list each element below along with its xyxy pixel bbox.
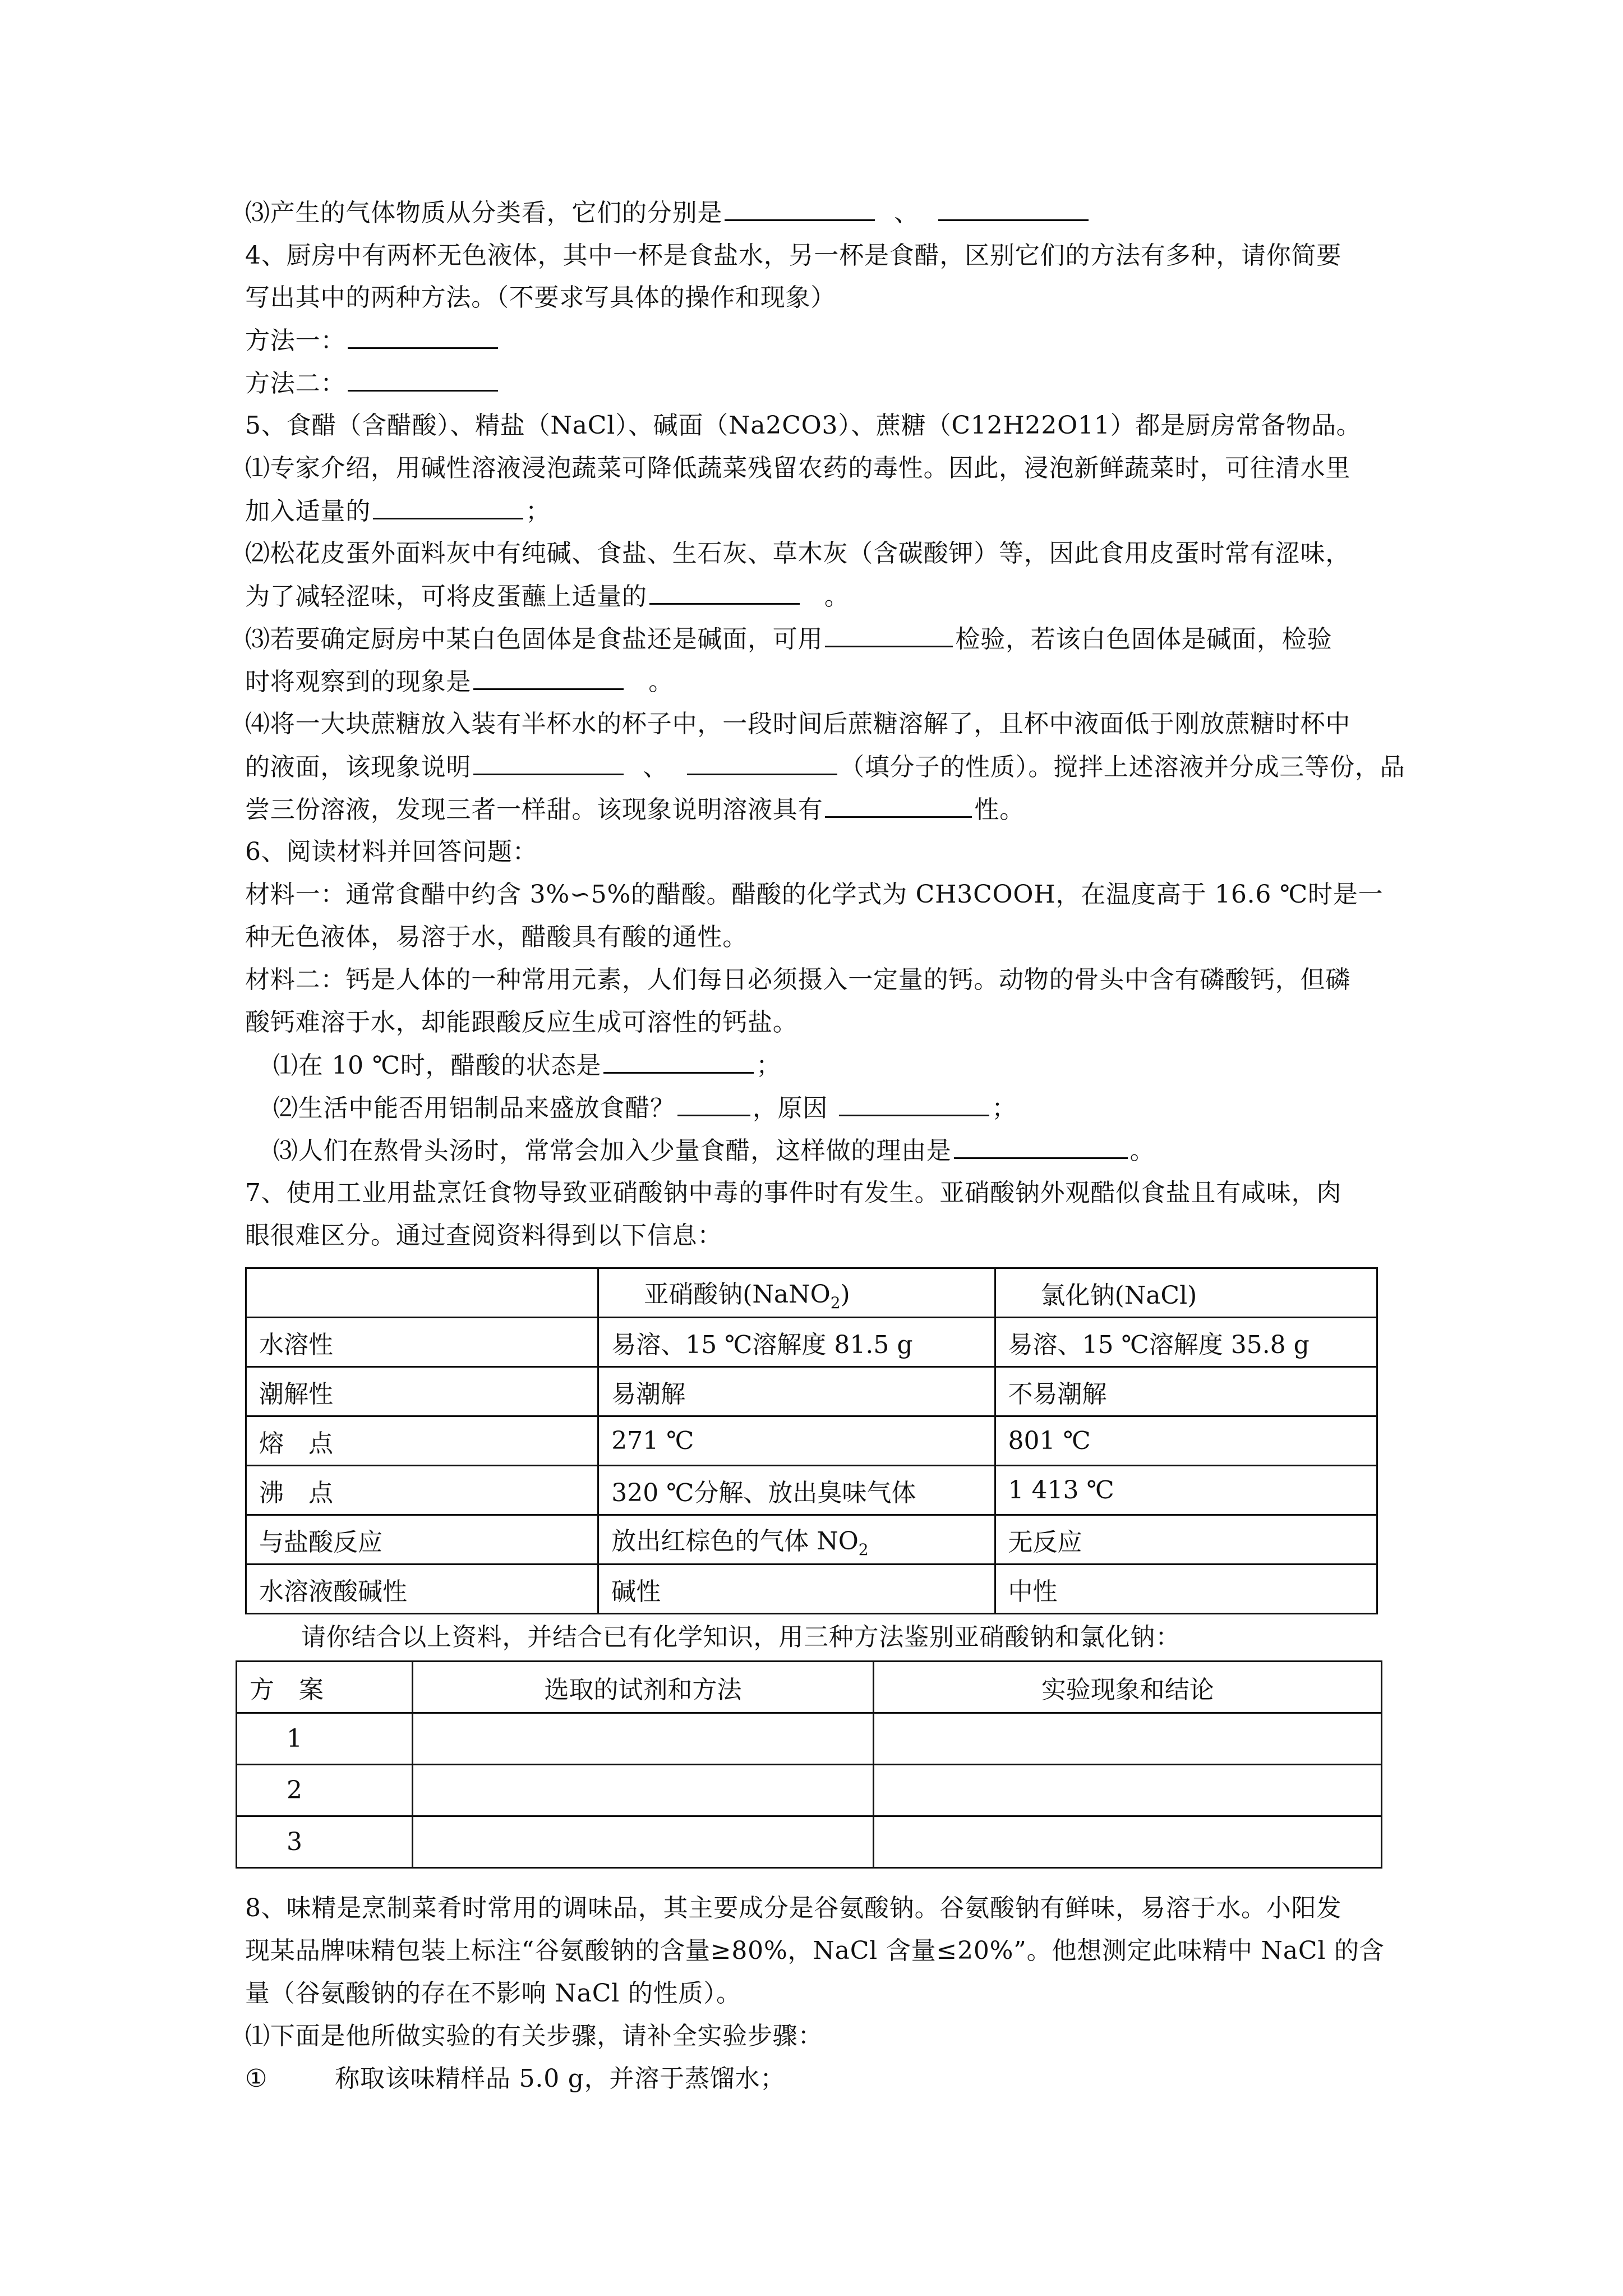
table-cell: 水溶液酸碱性 [246,1565,598,1614]
answer-blank[interactable] [725,196,875,221]
q8-line-2: 现某品牌味精包装上标注“谷氨酸钠的含量≥80%，NaCl 含量≤20%”。他想测定此味精中 NaCl 的含 [245,1936,1385,1965]
properties-table [245,1267,1378,1614]
q7-line-2: 眼很难区分。通过查阅资料得到以下信息： [245,1221,723,1250]
table-cell: 易溶、15 ℃溶解度 81.5 g [598,1318,995,1367]
plan-answer-cell[interactable] [412,1765,874,1816]
table-cell: 320 ℃分解、放出臭味气体 [598,1466,995,1515]
plan-answer-cell[interactable] [874,1816,1382,1868]
table-cell: 无反应 [995,1515,1377,1565]
table-cell: 271 ℃ [598,1416,995,1466]
answer-blank[interactable] [825,793,972,818]
answer-blank[interactable] [825,622,953,647]
q4-method-1: 方法一： [245,324,500,358]
q6-1-line: ⑴在 10 ℃时，醋酸的状态是 ； [273,1048,781,1083]
table-row [246,1416,1377,1466]
material-1-line-1: 材料一：通常食醋中约含 3%∽5%的醋酸。醋酸的化学式为 CH3COOH，在温度高于 16.6 ℃时是一 [245,880,1384,909]
q7-line-1: 7、使用工业用盐烹饪食物导致亚硝酸钠中毒的事件时有发生。亚硝酸钠外观酷似食盐且有咸味，肉 [245,1179,1342,1207]
table-row [246,1515,1377,1565]
plan-answer-cell[interactable] [874,1713,1382,1765]
q8-step-1: ① 称取该味精样品 5.0 g，并溶于蒸馏水； [245,2064,786,2093]
q5-line: 5、食醋（含醋酸）、精盐（NaCl）、碱面（Na2CO3）、蔗糖（C12H22O11）都是厨房常备物品。 [245,411,1362,440]
q4-line-1: 4、厨房中有两杯无色液体，其中一杯是食盐水，另一杯是食醋，区别它们的方法有多种，请你简要 [245,241,1342,270]
material-2-line-1: 材料二：钙是人体的一种常用元素，人们每日必须摄入一定量的钙。动物的骨头中含有磷酸钙，但磷 [245,965,1351,994]
answer-blank[interactable] [954,1134,1128,1159]
table-cell: 不易潮解 [995,1367,1377,1416]
q6-3-line: ⑶人们在熬骨头汤时，常常会加入少量食醋，这样做的理由是 。 [273,1134,1155,1168]
table-row [237,1713,1382,1765]
plan-number: 2 [237,1765,413,1816]
table-row [237,1765,1382,1816]
table-cell: 易潮解 [598,1367,995,1416]
q5-1-line-1: ⑴专家介绍，用碱性溶液浸泡蔬菜可降低蔬菜残留农药的毒性。因此，浸泡新鲜蔬菜时，可往清水里 [245,454,1351,482]
q8-line-3: 量（谷氨酸钠的存在不影响 NaCl 的性质）。 [245,1979,741,2008]
table-row [246,1318,1377,1367]
answer-blank[interactable] [649,579,800,605]
table-row [246,1565,1377,1614]
answer-blank[interactable] [687,750,837,775]
plan-number: 3 [237,1816,413,1868]
answer-blank[interactable] [373,494,523,519]
answer-blank[interactable] [938,196,1089,221]
q7-instruction: 请你结合以上资料，并结合已有化学知识，用三种方法鉴别亚硝酸钠和氯化钠： [301,1623,1181,1651]
q4-line-2: 写出其中的两种方法。（不要求写具体的操作和现象） [245,283,836,312]
material-2-line-2: 酸钙难溶于水，却能跟酸反应生成可溶性的钙盐。 [245,1008,798,1037]
plan-table [236,1660,1382,1869]
table-cell [246,1268,598,1318]
q5-1-line-2: 加入适量的 ； [245,494,551,528]
table-header-row [237,1662,1382,1713]
table-cell: 碱性 [598,1565,995,1614]
table-cell: 1 413 ℃ [995,1466,1377,1515]
q5-2-line-2: 为了减轻涩味，可将皮蛋蘸上适量的 。 [245,579,850,614]
q3-line: ⑶产生的气体物质从分类看，它们的分别是 、 [245,196,1091,230]
table-header-cell: 选取的试剂和方法 [412,1662,874,1713]
answer-blank[interactable] [348,366,498,392]
table-cell: 801 ℃ [995,1416,1377,1466]
table-row [237,1816,1382,1868]
q5-2-line-1: ⑵松花皮蛋外面料灰中有纯碱、食盐、生石灰、草木灰（含碳酸钾）等，因此食用皮蛋时常有涩味， [245,539,1351,568]
answer-blank[interactable] [603,1048,754,1074]
table-header-cell: 方 案 [237,1662,413,1713]
table-row [246,1367,1377,1416]
answer-blank[interactable] [677,1091,750,1116]
table-row [246,1466,1377,1515]
table-cell: 中性 [995,1565,1377,1614]
q5-3-line-1: ⑶若要确定厨房中某白色固体是食盐还是碱面，可用 检验，若该白色固体是碱面，检验 [245,622,1332,656]
table-header-cell: 实验现象和结论 [874,1662,1382,1713]
answer-blank[interactable] [839,1091,989,1116]
table-header-cell: 亚硝酸钠(NaNO$_2$) [598,1268,995,1318]
q5-3-line-2: 时将观察到的现象是 。 [245,665,674,699]
answer-blank[interactable] [473,665,624,690]
q8-line-1: 8、味精是烹制菜肴时常用的调味品，其主要成分是谷氨酸钠。谷氨酸钠有鲜味，易溶于水。小阳发 [245,1894,1342,1922]
q6-line: 6、阅读材料并回答问题： [245,838,538,866]
table-cell: 放出红棕色的气体 $NO_2$ [598,1515,995,1565]
table-header-row [246,1268,1377,1318]
q4-method-2: 方法二： [245,366,500,401]
q6-2-line: ⑵生活中能否用铝制品来盛放食醋？ ，原因 ； [273,1091,1017,1125]
table-cell: 沸 点 [246,1466,598,1515]
table-cell: 潮解性 [246,1367,598,1416]
table-cell: 熔 点 [246,1416,598,1466]
table-cell: 易溶、15 ℃溶解度 35.8 g [995,1318,1377,1367]
table-header-cell: 氯化钠(NaCl) [995,1268,1377,1318]
answer-blank[interactable] [473,750,624,775]
table-cell: 水溶性 [246,1318,598,1367]
plan-number: 1 [237,1713,413,1765]
q5-4-line-3: 尝三份溶液，发现三者一样甜。该现象说明溶液具有 性。 [245,793,1025,827]
material-1-line-2: 种无色液体，易溶于水，醋酸具有酸的通性。 [245,923,748,951]
q8-1-line: ⑴下面是他所做实验的有关步骤，请补全实验步骤： [245,2022,823,2050]
table-cell: 与盐酸反应 [246,1515,598,1565]
q5-4-line-2: 的液面，该现象说明 、 （填分子的性质）。搅拌上述溶液并分成三等份，品 [245,750,1405,784]
plan-answer-cell[interactable] [874,1765,1382,1816]
answer-blank[interactable] [348,324,498,349]
plan-answer-cell[interactable] [412,1713,874,1765]
plan-answer-cell[interactable] [412,1816,874,1868]
q5-4-line-1: ⑷将一大块蔗糖放入装有半杯水的杯子中，一段时间后蔗糖溶解了，且杯中液面低于刚放蔗糖时杯中 [245,710,1351,738]
